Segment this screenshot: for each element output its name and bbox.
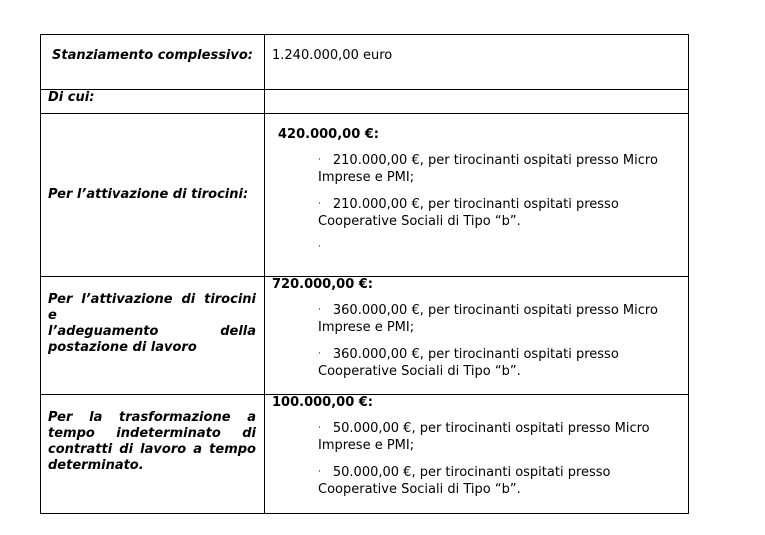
row-attivazione-tirocini <box>41 114 689 277</box>
trasformazione-amount: 100.000,00 €: <box>272 395 374 410</box>
di-cui-label: Di cui: <box>48 90 95 105</box>
stanziamento-label: Stanziamento complessivo: <box>52 48 253 63</box>
bullet-icon: · <box>318 305 321 315</box>
cell-tirocini-detail <box>265 114 689 277</box>
adeguamento-item-1: · 360.000,00 €, per tirocinanti ospitati presso Micro Imprese e PMI; <box>318 303 658 335</box>
bullet-icon: · <box>318 467 321 477</box>
trasformazione-item-2: · 50.000,00 €, per tirocinanti ospitati presso Cooperative Sociali di Tipo “b”. <box>318 465 611 497</box>
row-trasformazione <box>41 395 689 514</box>
trasformazione-label: Per la trasformazione a tempo indeterminato di contratti di lavoro a tempo determinato. <box>48 410 256 473</box>
bullet-icon: · <box>318 349 321 359</box>
cell-tirocini-label <box>41 114 265 277</box>
cell-trasformazione-detail <box>265 395 689 514</box>
row-stanziamento <box>41 35 689 90</box>
bullet-icon: · <box>318 199 321 209</box>
cell-stanziamento-label <box>41 35 265 90</box>
tirocini-label: Per l’attivazione di tirocini: <box>48 187 249 202</box>
cell-stanziamento-value <box>265 35 689 90</box>
adeguamento-amount: 720.000,00 €: <box>272 277 374 292</box>
cell-di-cui-value <box>265 90 689 114</box>
tirocini-item-1: · 210.000,00 €, per tirocinanti ospitati presso Micro Imprese e PMI; <box>318 153 658 185</box>
cell-di-cui-label <box>41 90 265 114</box>
funding-table <box>40 34 689 514</box>
bullet-icon: · <box>318 423 321 433</box>
tirocini-trailing-bullet <box>265 239 688 256</box>
stanziamento-value: 1.240.000,00 euro <box>272 48 393 63</box>
adeguamento-label: Per l’attivazione di tirocini e l’adeguamento della postazione di lavoro <box>48 292 256 355</box>
cell-trasformazione-label <box>41 395 265 514</box>
bullet-icon: · <box>318 155 321 165</box>
cell-adeguamento-label <box>41 277 265 395</box>
row-di-cui <box>41 90 689 114</box>
row-attivazione-adeguamento <box>41 277 689 395</box>
adeguamento-item-2: · 360.000,00 €, per tirocinanti ospitati presso Cooperative Sociali di Tipo “b”. <box>318 347 619 379</box>
bullet-icon: · <box>318 242 321 252</box>
tirocini-amount: 420.000,00 €: <box>278 127 380 142</box>
trasformazione-item-1: · 50.000,00 €, per tirocinanti ospitati presso Micro Imprese e PMI; <box>318 421 650 453</box>
cell-adeguamento-detail <box>265 277 689 395</box>
tirocini-item-2: · 210.000,00 €, per tirocinanti ospitati presso Cooperative Sociali di Tipo “b”. <box>318 197 619 229</box>
